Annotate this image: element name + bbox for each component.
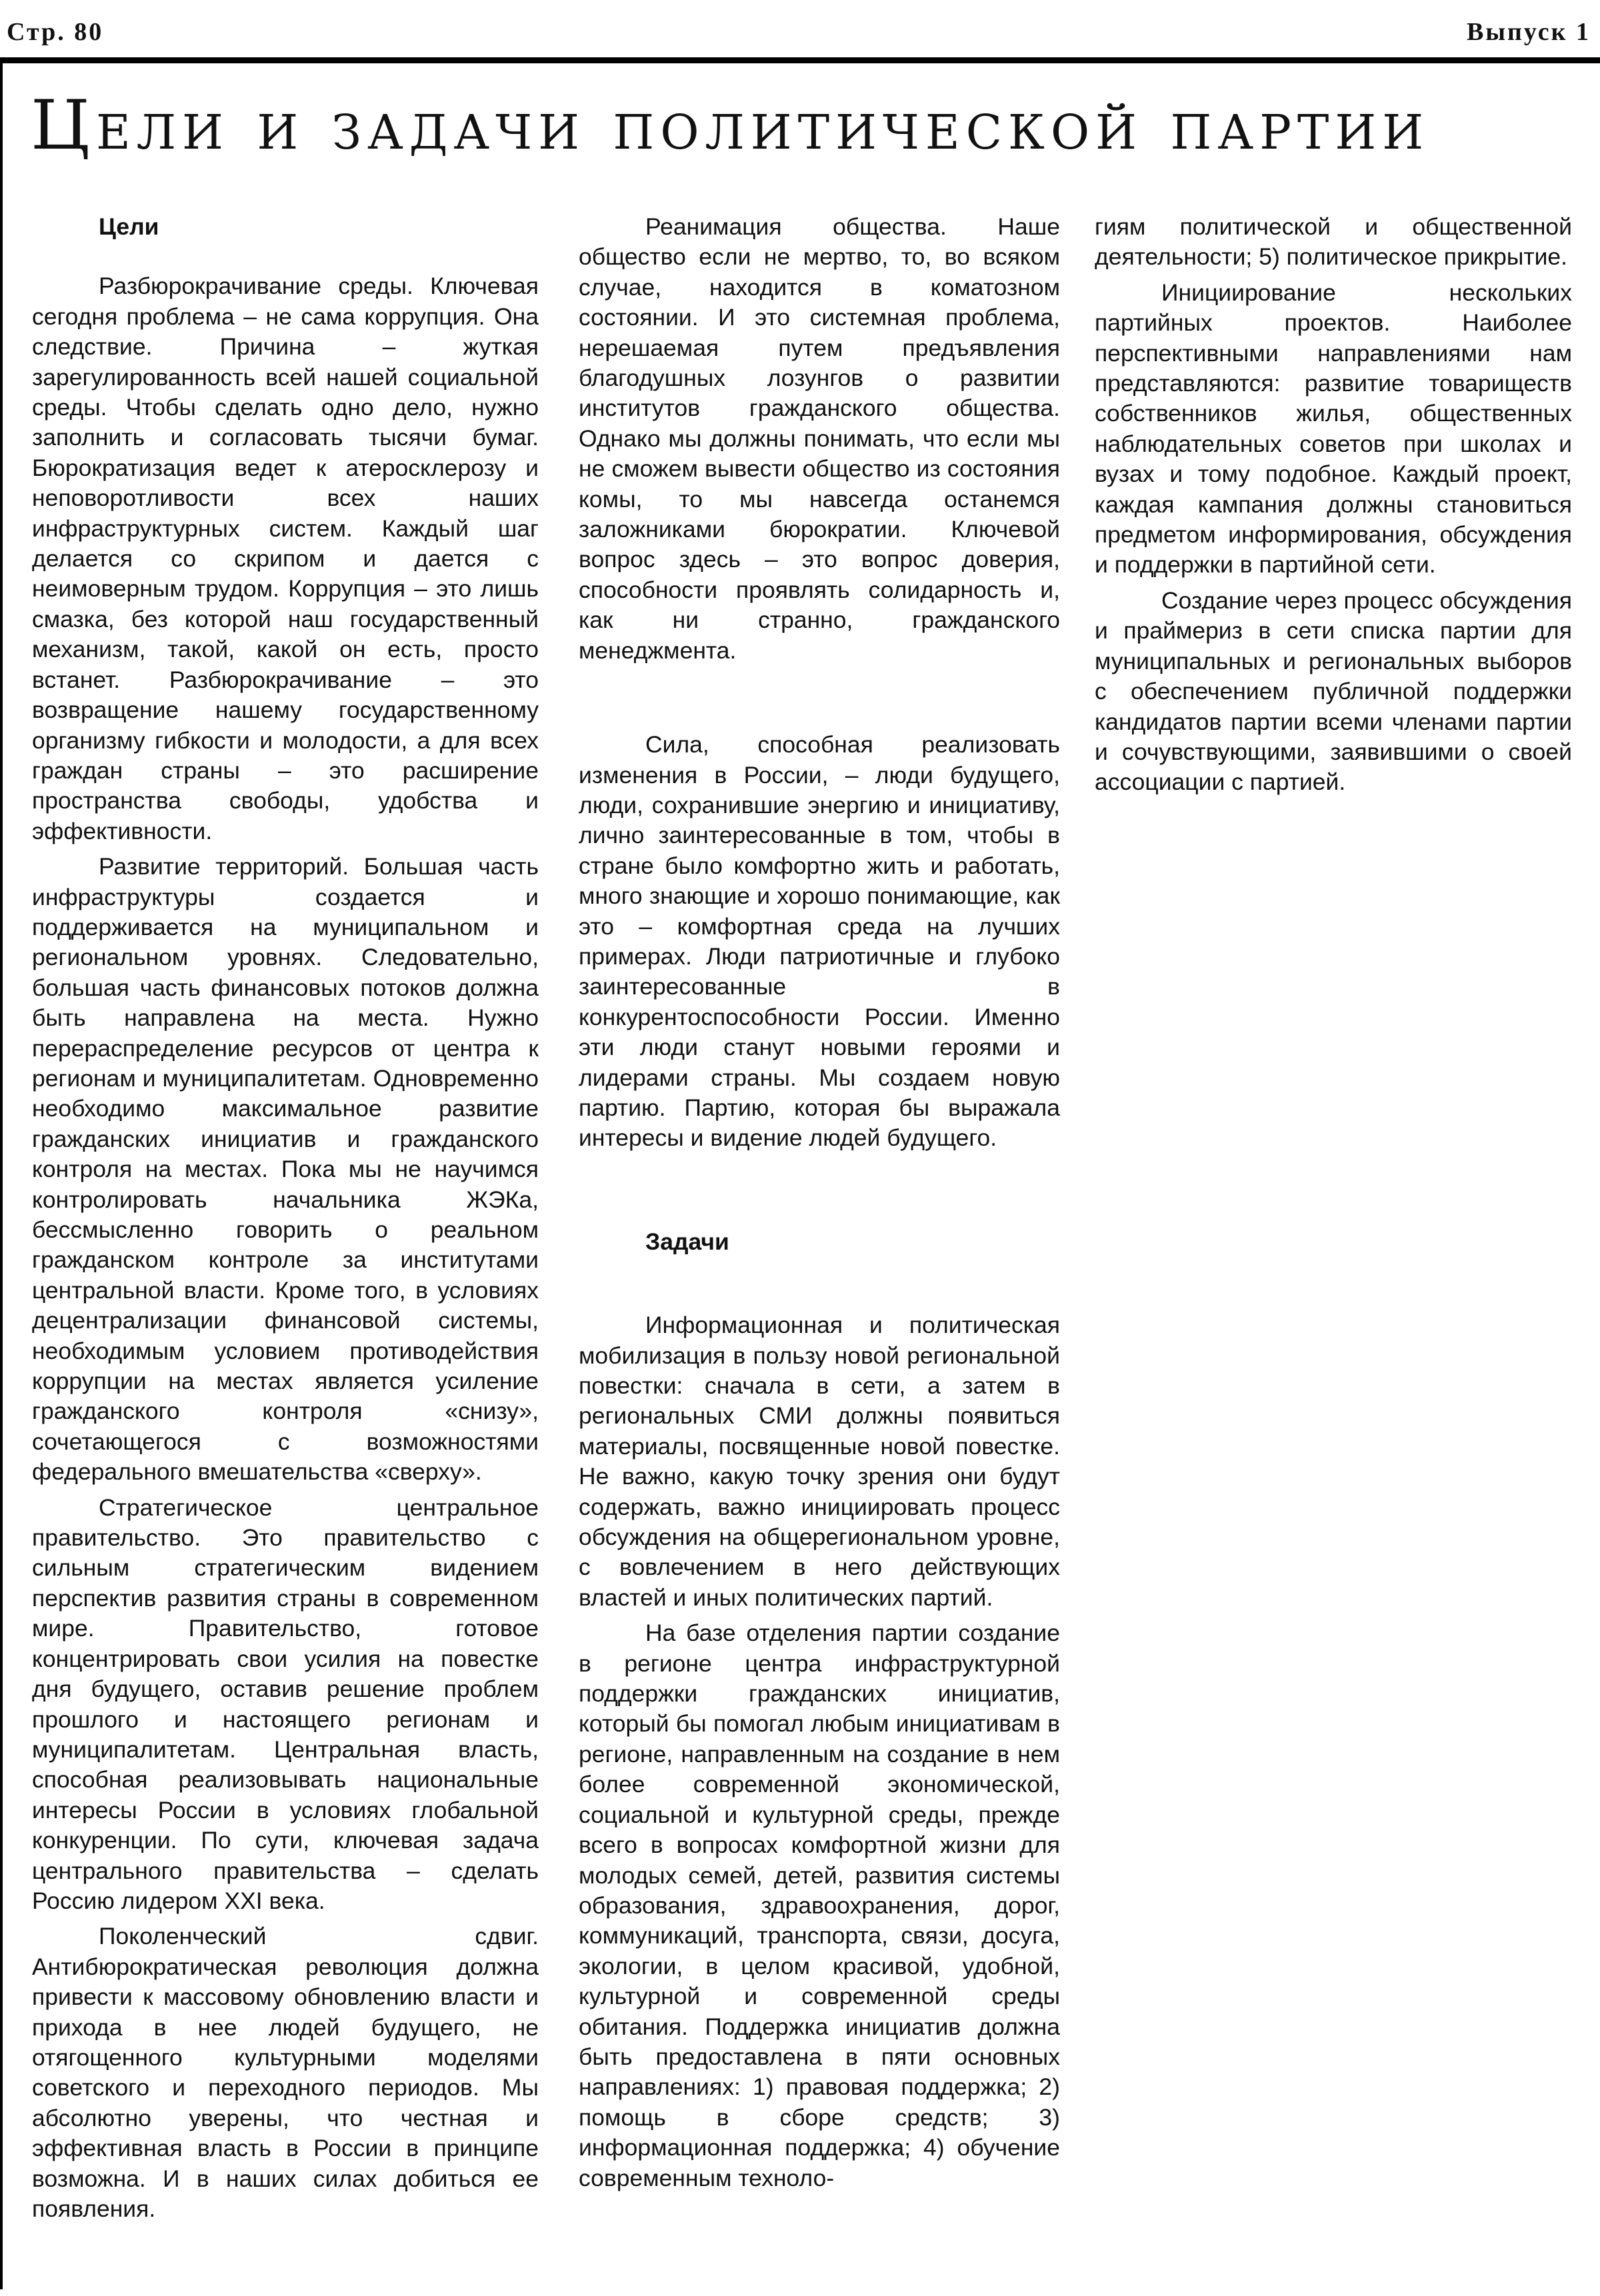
paragraph: Развитие территорий. Большая часть инфраструктуры создается и поддерживается на муниципальном и региональном уровнях. Следовательно, большая часть финансовых потоков должна быть направлена на места. Нужно перераспределение ресурсов от центра к регионам и муниципалитетам. Одновременно необходимо максимальное развитие гражданских инициатив и гражданского контроля на местах. Пока мы не научимся контролировать начальника ЖЭКа, бессмысленно говорить о реальном гражданском контроле за институтами центральной власти. Кроме того, в условиях децентрализации финансовой системы, необходимым условием противодействия коррупции на местах является усиление гражданского контроля «снизу», сочетающегося с возможностями федерального вмешательства «сверху». (32, 853, 539, 1486)
left-margin-rule (0, 63, 3, 2289)
paragraph: Информационная и политическая мобилизация в пользу новой региональной повестки: сначала в сети, а затем в региональных СМИ должны появиться материалы, посвященные новой повестке. Не важно, какую точку зрения они будут содержать, важно инициировать процесс обсуждения на общерегиональном уровне, с вовлечением в него действующих властей и иных политических партий. (579, 1312, 1060, 1611)
section-heading-goals: Цели (99, 213, 159, 240)
issue-number: Выпуск 1 (1466, 18, 1591, 46)
paragraph: Разбюрокрачивание среды. Ключевая сегодня проблема – не сама коррупция. Она следствие. Причина – жуткая зарегулированность всей нашей социальной среды. Чтобы сделать одно дело, нужно заполнить и согласовать тысячи бумаг. Бюрократизация ведет к атеросклерозу и неповоротливости всех наших инфраструктурных систем. Каждый шаг делается со скрипом и дается с неимоверным трудом. Коррупция – это лишь смазка, без которой наш государственный механизм, такой, какой он есть, просто встанет. Разбюрокрачивание – это возвращение нашему государственному организму гибкости и молодости, а для всех граждан страны – это расширение пространства свободы, удобства и эффективности. (32, 273, 539, 844)
paragraph: Создание через процесс обсуждения и праймериз в сети списка партии для муниципальных и региональных выборов с обеспечением публичной поддержки кандидатов партии всеми членами партии и сочувствующими, заявившими о своей ассоциации с партией. (1095, 586, 1572, 796)
paragraph: Поколенческий сдвиг. Антибюрократическая революция должна привести к массовому обновлению власти и прихода в нее людей будущего, не отягощенного культурными моделями советского и переходного периодов. Мы абсолютно уверены, что честная и эффективная власть в России в принципе возможна. И в наших силах добиться ее появления. (32, 1923, 539, 2222)
paragraph: Реанимация общества. Наше общество если не мертво, то, во всяком случае, находится в коматозном состоянии. И это системная проблема, нерешаемая путем предъявления благодушных лозунгов о развитии институтов гражданского общества. Однако мы должны понимать, что если мы не сможем вывести общество из состояния комы, то мы навсегда останемся заложниками бюрократии. Ключевой вопрос здесь – это вопрос доверия, способности проявлять солидарность и, как ни странно, гражданского менеджмента. (579, 213, 1060, 664)
section-heading-tasks: Задачи (645, 1228, 729, 1255)
text-column-3 (1095, 212, 1572, 798)
header-rule (0, 57, 1600, 63)
paragraph-continued: гиям политической и общественной деятельности; 5) политическое прикрытие. (1095, 213, 1572, 271)
text-column-1 (32, 212, 539, 2224)
paragraph: Сила, способная реализовать изменения в России, – люди будущего, люди, сохранившие энергию и инициативу, лично заинтересованные в том, чтобы в стране было комфортно жить и работать, много знающие и хорошо понимающие, как это – комфортная среда на лучших примерах. Люди патриотичные и глубоко заинтересованные в конкурентоспособности России. Именно эти люди станут новыми героями и лидерами страны. Мы создаем новую партию. Партию, которая бы выражала интересы и видение людей будущего. (579, 731, 1060, 1152)
paragraph: Стратегическое центральное правительство. Это правительство с сильным стратегическим видением перспектив развития страны в современном мире. Правительство, готовое концентрировать свои усилия на повестке дня будущего, оставив решение проблем прошлого и настоящего регионам и муниципалитетам. Центральная власть, способная реализовывать национальные интересы России в условиях глобальной конкуренции. По сути, ключевая задача центрального правительства – сделать Россию лидером XXI века. (32, 1494, 539, 1914)
paragraph: Инициирование нескольких партийных проектов. Наиболее перспективными направлениями нам представляются: развитие товариществ собственников жилья, общественных наблюдательных советов при школах и вузах и тому подобное. Каждый проект, каждая кампания должны становиться предметом информирования, обсуждения и поддержки в партийной сети. (1095, 279, 1572, 578)
article-title: Цели и задачи политической партии (31, 86, 1430, 165)
page-number: Стр. 80 (7, 18, 104, 46)
paragraph: На базе отделения партии создание в регионе центра инфраструктурной поддержки гражданских инициатив, который бы помогал любым инициативам в регионе, направленным на создание в нем более современной экономической, социальной и культурной среды, прежде всего в вопросах комфортной жизни для молодых семей, детей, развития системы образования, здравоохранения, дорог, коммуникаций, транспорта, связи, досуга, экологии, в целом красивой, удобной, культурной и современной среды обитания. Поддержка инициатив должна быть предоставлена в пяти основных направлениях: 1) правовая поддержка; 2) помощь в сборе средств; 3) информационная поддержка; 4) обучение современным техноло- (579, 1620, 1060, 2191)
text-column-2 (579, 212, 1060, 2193)
